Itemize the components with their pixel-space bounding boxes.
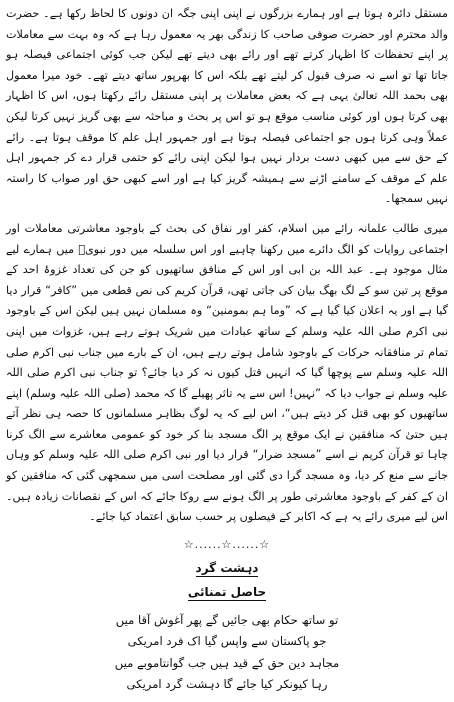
- paragraph-gap: [6, 210, 448, 219]
- poem-line: رہا کیونکر کیا جائے گا دہشت گرد امریکی: [126, 677, 328, 692]
- poem-line: جو پاکستان سے واپس گیا اک فرد امریکی: [127, 634, 327, 649]
- paragraph: میری طالب علمانہ رائے میں اسلام، کفر اور نفاق کی بحث کے باوجود معاشرتی معاملات اور اجتماعی روایات کو الگ دائرے میں رکھنا چاہیے اور اس سلسلہ میں دور نبویؐ میں ہمارے لیے مثال موجود ہے۔ عبد اللہ بن ابی اور اس کے منافق ساتھیوں کو جن کی تعداد غزوۂ احد کے موقع پر تین سو کے لگ بھگ بیان کی جاتی تھی، قرآن کریم کی نص قطعی میں ”کافر“ قرار دیا گیا ہے اور یہ اعلان کیا گیا ہے کہ ”وما ہم بمومنین“ وہ مسلمان نہیں ہیں لیکن اس کے باوجود نبی اکرم صلی اللہ علیہ وسلم کے ساتھ عبادات میں شریک ہوتے رہے ہیں، غزوات میں اپنی تمام تر منافقانہ حرکات کے باوجود شامل ہوتے رہے ہیں، ان کے بارے میں جناب نبی اکرم صلی اللہ علیہ وسلم سے پوچھا گیا کہ انہیں قتل کیوں نہ کر دیا جائے؟ تو جناب نبی اکرم صلی اللہ علیہ وسلم نے جواب دیا کہ ”نہیں! اس سے یہ تاثر پھیلے گا کہ محمد (صلی اللہ علیہ وسلم) اپنے ساتھیوں کو بھی قتل کر دیتے ہیں“، اس لیے کہ یہ لوگ بظاہر مسلمانوں کا حصہ ہی نظر آتے ہیں حتیٰ کہ منافقین نے ایک موقع پر الگ مسجد بنا کر خود کو عمومی معاشرے سے الگ کرنا چاہا تو قرآن کریم نے اسے ”مسجد ضرار“ قرار دیا اور نبی اکرم صلی اللہ علیہ وسلم کو وہاں جانے سے منع کر دیا، وہ مسجد گرا دی گئی اور مصلحت اسی میں سمجھی گئی کہ منافقین کو ان کے کفر کے باوجود معاشرتی طور پر الگ ہونے سے روکا جائے کہ اس کے نقصانات زیادہ ہیں۔ اس لیے میری رائے یہ ہے کہ اکابر کے فیصلوں پر حسب سابق اعتماد کیا جائے۔: [6, 221, 448, 524]
- poem: [6, 610, 448, 696]
- poem-line: تو ساتھ حکام بھی جائیں گے پھر آغوش آقا میں: [115, 612, 339, 627]
- poet-name-text: حاصل تمنائی: [187, 584, 267, 599]
- article-body: [6, 4, 448, 528]
- poem-line: مجاہد دین حق کے قید ہیں جب گوانتاموبے میں: [114, 655, 340, 670]
- section-divider: ☆......☆......☆: [183, 537, 271, 551]
- section-heading: [6, 558, 448, 578]
- section-heading-text: دہشت گرد: [195, 560, 259, 575]
- poet-name: [6, 582, 448, 602]
- paragraph: مستقل دائرہ ہوتا ہے اور ہمارے بزرگوں نے اپنی اپنی جگہ ان دونوں کا لحاظ رکھا ہے۔ حضرت والد محترم اور حضرت صوفی صاحب کا زندگی بھر یہ معمول رہا ہے کہ وہ بہت سے معاملات پر اپنے تحفظات کا اظہار کرتے تھے اور رائے بھی دیتے تھے لیکن جب کوئی اجتماعی فیصلہ ہو جاتا تھا تو اسے نہ صرف قبول کر لیتے تھے بلکہ اس کا بھرپور ساتھ دیتے تھے۔ خود میرا معمول بھی بحمد اللہ تعالیٰ یہی ہے کہ بعض معاملات پر اپنی مستقل رائے رکھتا ہوں، اس کا اظہار بھی کرتا ہوں اور کوئی مناسب موقع ہو تو اس پر بحث و مباحثہ سے بھی گریز نہیں کرتا لیکن عملاً وہی کرتا ہوں جو اجتماعی فیصلہ ہوتا ہے اور جمہور اہل علم کا موقف ہوتا ہے۔ رائے کے حق سے میں کبھی دست بردار نہیں ہوا لیکن اپنی رائے کو حتمی قرار دے کر جمہور اہل علم کے موقف کے سامنے اڑنے سے ہمیشہ گریز کیا ہے اور اسے کبھی حق اور صواب کا راستہ نہیں سمجھا۔: [6, 7, 448, 206]
